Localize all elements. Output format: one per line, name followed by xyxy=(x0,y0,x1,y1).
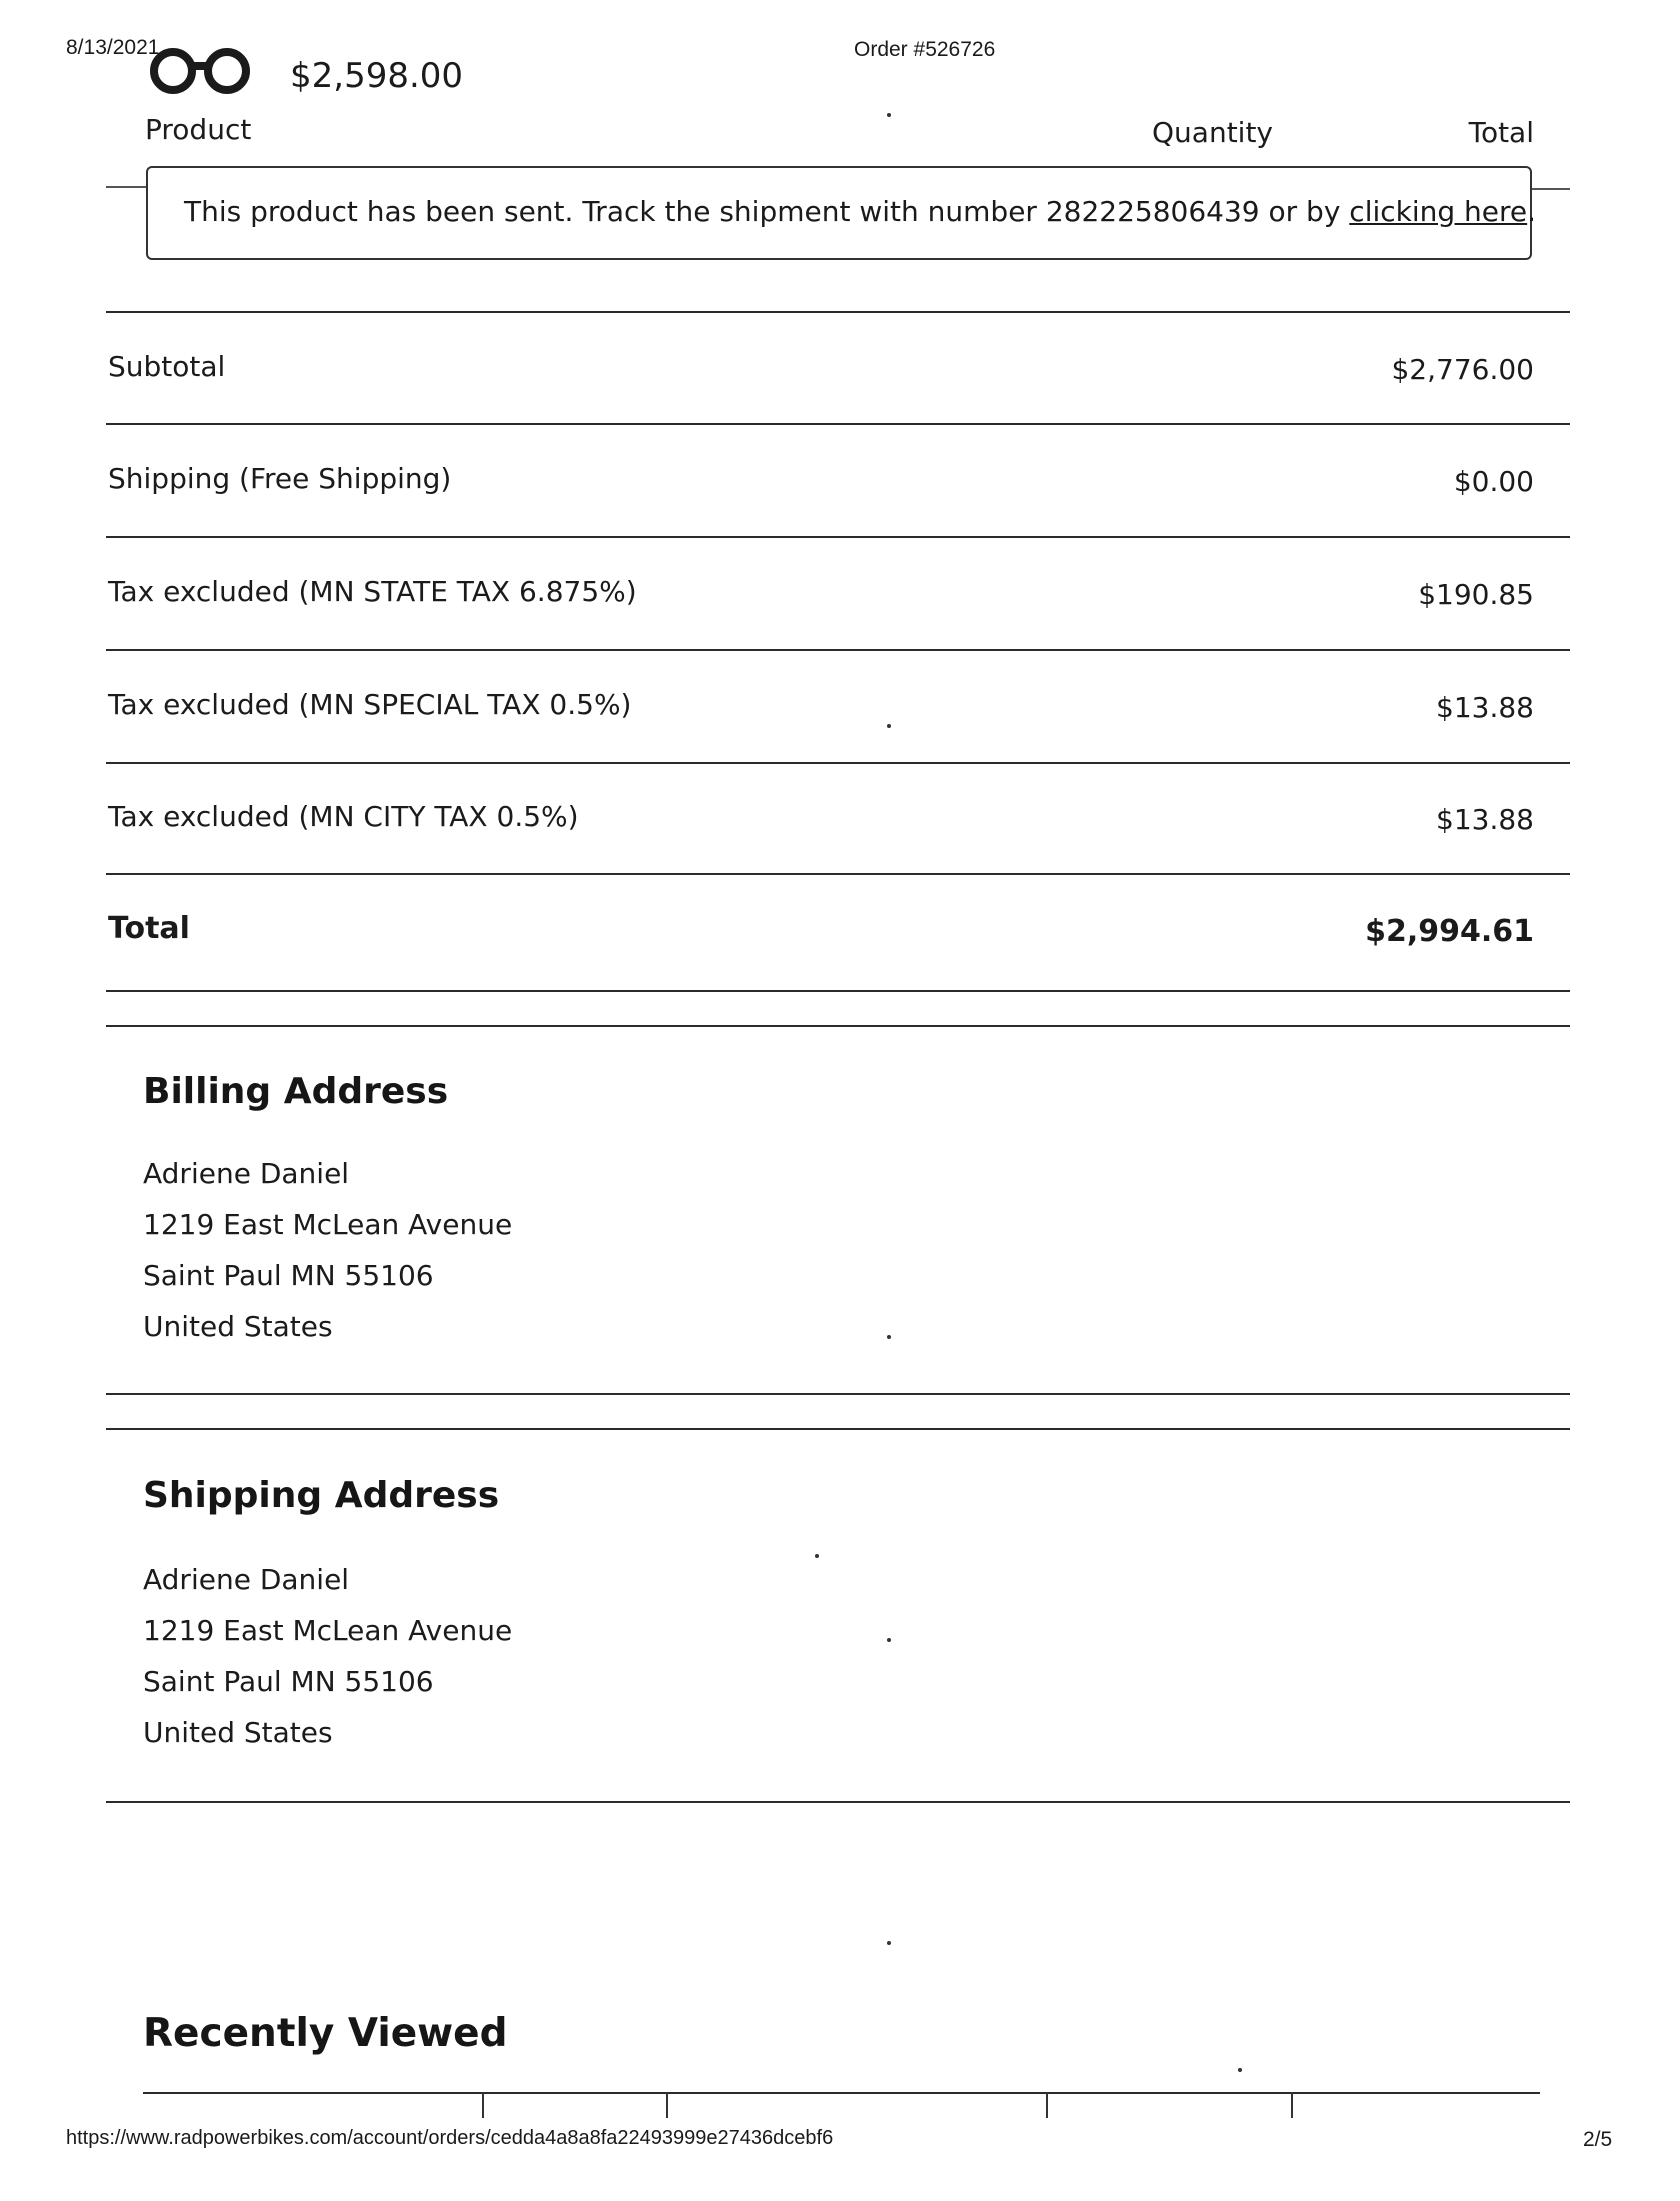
column-header-total: Total xyxy=(1468,116,1534,149)
divider xyxy=(143,2092,1540,2094)
shipping-address-title: Shipping Address xyxy=(143,1475,500,1516)
carousel-tick xyxy=(482,2092,484,2118)
notice-divider-right xyxy=(1532,188,1570,190)
recently-viewed-title: Recently Viewed xyxy=(143,2011,508,2056)
city-tax-label: Tax excluded (MN CITY TAX 0.5%) xyxy=(108,800,579,833)
total-label: Total xyxy=(108,911,190,946)
scan-speck xyxy=(815,1554,819,1558)
shipping-street: 1219 East McLean Avenue xyxy=(143,1614,513,1647)
bike-thumbnail-icon[interactable] xyxy=(150,48,250,88)
divider xyxy=(106,536,1570,538)
shipping-city: Saint Paul MN 55106 xyxy=(143,1665,434,1698)
carousel-tick xyxy=(666,2092,668,2118)
subtotal-label: Subtotal xyxy=(108,350,226,383)
city-tax-value: $13.88 xyxy=(1436,803,1534,836)
divider xyxy=(106,1393,1570,1395)
divider xyxy=(106,990,1570,992)
scan-speck xyxy=(887,724,891,728)
divider xyxy=(106,762,1570,764)
shipping-label: Shipping (Free Shipping) xyxy=(108,462,452,495)
shipping-country: United States xyxy=(143,1716,333,1749)
notice-divider-left xyxy=(106,186,148,188)
notice-text-end: . xyxy=(1527,195,1537,228)
product-row-clipped xyxy=(0,0,1680,96)
billing-address-title: Billing Address xyxy=(143,1071,449,1112)
divider xyxy=(106,1428,1570,1430)
print-title: Order #526726 xyxy=(854,38,996,61)
scan-speck xyxy=(887,1638,891,1642)
special-tax-label: Tax excluded (MN SPECIAL TAX 0.5%) xyxy=(108,688,632,721)
notice-text: This product has been sent. Track the shipment with number 282225806439 or by xyxy=(184,195,1350,228)
billing-country: United States xyxy=(143,1310,333,1343)
divider xyxy=(106,1801,1570,1803)
divider xyxy=(106,873,1570,875)
print-url: https://www.radpowerbikes.com/account/orders/cedda4a8a8fa22493999e27436dcebf6 xyxy=(66,2127,834,2149)
column-header-quantity: Quantity xyxy=(1152,116,1273,149)
billing-street: 1219 East McLean Avenue xyxy=(143,1208,513,1241)
subtotal-value: $2,776.00 xyxy=(1391,353,1534,386)
total-value: $2,994.61 xyxy=(1365,914,1534,949)
billing-name: Adriene Daniel xyxy=(143,1157,350,1190)
scan-speck xyxy=(887,1335,891,1339)
tracking-link[interactable]: clicking here xyxy=(1349,195,1528,228)
product-price: $2,598.00 xyxy=(290,56,464,96)
column-header-product: Product xyxy=(145,113,252,146)
shipping-value: $0.00 xyxy=(1453,465,1534,498)
scan-speck xyxy=(1238,2068,1242,2072)
print-date: 8/13/2021 xyxy=(66,36,160,59)
shipment-notice xyxy=(146,166,1537,260)
state-tax-value: $190.85 xyxy=(1418,578,1534,611)
billing-city: Saint Paul MN 55106 xyxy=(143,1259,434,1292)
carousel-tick xyxy=(1046,2092,1048,2118)
scan-speck xyxy=(887,1941,891,1945)
divider xyxy=(106,311,1570,313)
print-page-number: 2/5 xyxy=(1583,2128,1613,2151)
carousel-tick xyxy=(1291,2092,1293,2118)
divider xyxy=(106,423,1570,425)
scan-speck xyxy=(887,113,891,117)
divider xyxy=(106,1025,1570,1027)
divider xyxy=(106,649,1570,651)
special-tax-value: $13.88 xyxy=(1436,691,1534,724)
state-tax-label: Tax excluded (MN STATE TAX 6.875%) xyxy=(108,575,637,608)
shipping-name: Adriene Daniel xyxy=(143,1563,350,1596)
